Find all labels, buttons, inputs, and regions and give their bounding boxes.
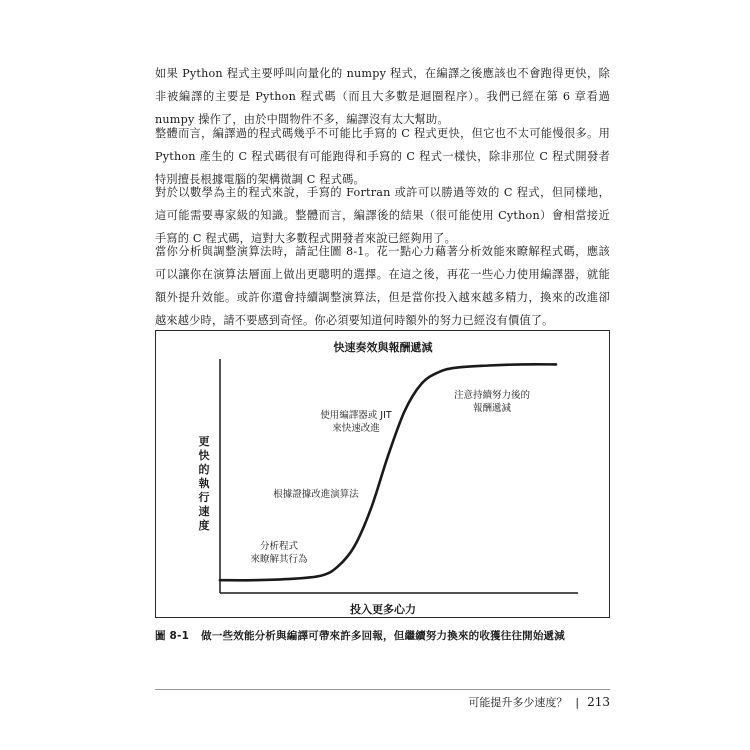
caption-figure-number: 圖 8-1 [155,630,190,642]
y-axis-label [199,434,210,532]
footer-section-title: 可能提升多少速度？ [468,696,568,709]
y-axis-label-char: 快 [198,449,210,462]
chart-annotation: 分析程式來瞭解其行為 [250,541,308,565]
chart-annotation: 注意持續努力後的報酬遞減 [453,390,531,414]
y-axis-label-char: 的 [198,463,210,476]
y-axis-label-char: 度 [198,519,210,532]
paragraph-3: 對於以數學為主的程式來說，手寫的 Fortran 或許可以勝過等效的 C 程式，但同樣地，這可能需要專家級的知識。整體而言，編譯後的結果（很可能使用 Cython）會相當接近手寫的 C 程式碼，這對大多數程式開發者來說已經夠用了。 [155,186,610,245]
chart-title: 快速奏效與報酬遞減 [333,341,433,354]
chart-annotations [250,389,530,565]
paragraph-2: 整體而言，編譯過的程式碼幾乎不可能比手寫的 C 程式更快，但它也不太可能慢很多。用 Python 產生的 C 程式碼很有可能跑得和手寫的 C 程式一樣快，除非那位 C 程式開發者特別擅長根據電腦的架構微調 C 程式碼。 [155,127,610,186]
y-axis-label-char: 行 [198,491,210,504]
caption-text: 做一些效能分析與編譯可帶來許多回報，但繼續努力換來的收獲往往開始遞減 [201,630,565,642]
y-axis-label-char: 速 [198,505,210,518]
x-axis-label: 投入更多心力 [350,603,416,616]
paragraph-1: 如果 Python 程式主要呼叫向量化的 numpy 程式，在編譯之後應該也不會跑得更快，除非被編譯的主要是 Python 程式碼（而且大多數是迴圈程序）。我們已經在第 6 章看過 numpy 操作了，由於中間物件不多，編譯沒有太大幫助。 [155,67,610,126]
footer-rule [155,689,610,690]
page-number: 213 [587,695,610,709]
chart-annotation: 根據證據改進演算法 [273,489,359,500]
y-axis-label-char: 執 [198,477,210,490]
figure-8-1 [155,330,610,618]
chart-annotation: 使用編譯器或 JIT 來快速改進 [320,410,392,434]
paragraph-4: 當你分析與調整演算法時，請記住圖 8-1。花一點心力藉著分析效能來瞭解程式碼，應該可以讓你在演算法層面上做出更聰明的選擇。在這之後，再花一些心力使用編譯器，就能額外提升效能。或許你還會持續調整演算法，但是當你投入越來越多精力，換來的改進卻越來越少時，請不要感到奇怪。你必須要知道何時額外的努力已經沒有價值了。 [155,245,610,327]
figure-caption [155,628,615,643]
page-footer [468,694,610,710]
y-axis-label-char: 更 [198,435,210,448]
effort-speed-chart [156,331,611,619]
footer-separator: | [575,696,580,709]
